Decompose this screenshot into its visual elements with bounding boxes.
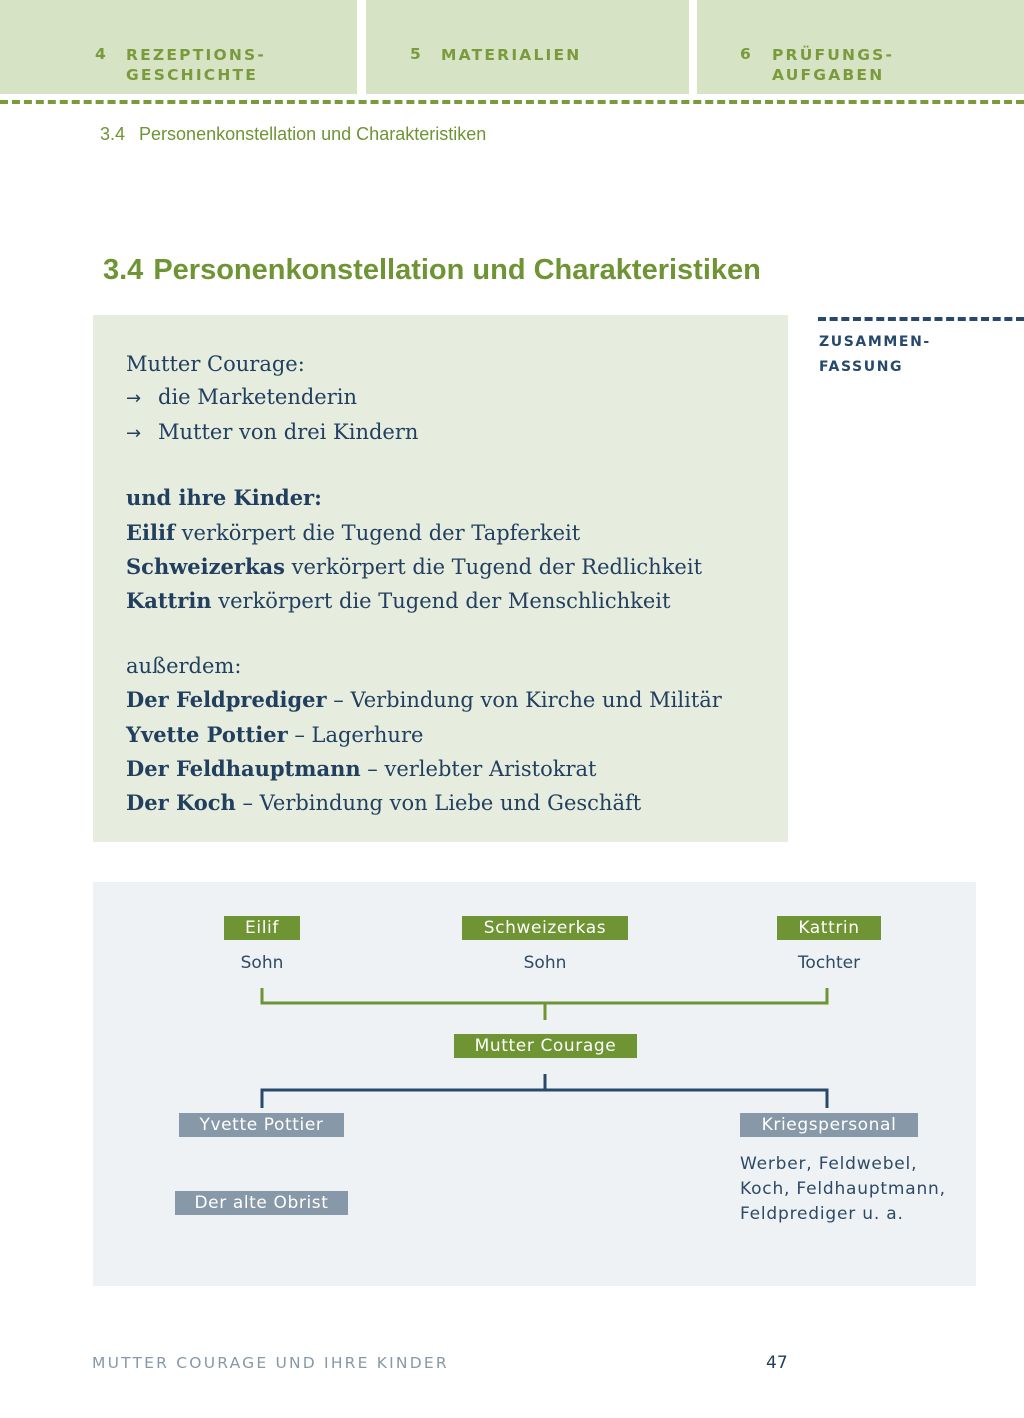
- section-number: 3.4: [103, 254, 144, 286]
- mother-point-text: Mutter von drei Kindern: [158, 419, 419, 444]
- mother-title: Mutter Courage:: [126, 352, 305, 376]
- node-schweizerkas: Schweizerkas: [462, 916, 628, 940]
- mother-point-text: die Marketenderin: [158, 385, 358, 410]
- margin-label: ZUSAMMEN- FASSUNG: [819, 334, 931, 375]
- node-der-alte-obrist: Der alte Obrist: [175, 1191, 348, 1215]
- child-name: Kattrin: [126, 588, 212, 614]
- child-name: Schweizerkas: [126, 554, 285, 580]
- others-title: außerdem:: [126, 653, 242, 678]
- tab-number: 6: [740, 45, 753, 63]
- children-title-text: und ihre Kinder:: [126, 485, 322, 511]
- footer-title: MUTTER COURAGE UND IHRE KINDER: [92, 1354, 449, 1372]
- page-number: 47: [766, 1353, 788, 1373]
- node-mutter-courage: Mutter Courage: [454, 1034, 637, 1058]
- child-text: verkörpert die Tugend der Tapferkeit: [174, 520, 581, 545]
- child-text: verkörpert die Tugend der Redlichkeit: [284, 555, 703, 580]
- children-bracket: [262, 988, 827, 1003]
- node-kattrin: Kattrin: [777, 916, 881, 940]
- tab-number: 5: [410, 45, 423, 63]
- other-text: – Verbindung von Kirche und Militär: [326, 688, 722, 713]
- running-head-title: Personenkonstellation und Charakteristiken: [139, 124, 487, 144]
- node-yvette-pottier: Yvette Pottier: [179, 1113, 344, 1137]
- role-kattrin: Tochter: [797, 953, 861, 973]
- arrow-icon: →: [126, 388, 142, 410]
- others-bracket: [262, 1090, 827, 1108]
- other-name: Der Feldhauptmann: [126, 756, 361, 782]
- arrow-icon: →: [126, 422, 142, 444]
- node-eilif: Eilif: [224, 916, 300, 940]
- child-name: Eilif: [126, 519, 175, 545]
- other-name: Der Koch: [126, 790, 236, 816]
- tab-label: REZEPTIONS- GESCHICHTE: [126, 46, 266, 84]
- other-name: Yvette Pottier: [126, 721, 288, 747]
- tab-number: 4: [95, 45, 108, 63]
- other-text: – Verbindung von Liebe und Geschäft: [235, 791, 642, 816]
- node-kriegspersonal: Kriegspersonal: [740, 1113, 918, 1137]
- tab-label: MATERIALIEN: [441, 46, 582, 64]
- kriegspersonal-members: Werber, Feldwebel, Koch, Feldhauptmann, Feldprediger u. a.: [740, 1154, 946, 1224]
- section-title: Personenkonstellation und Charakteristiken: [153, 254, 761, 286]
- other-text: – Lagerhure: [287, 722, 424, 747]
- tab-label: PRÜFUNGS- AUFGABEN: [772, 46, 895, 84]
- role-schweizerkas: Sohn: [523, 953, 567, 973]
- other-name: Der Feldprediger: [126, 687, 327, 713]
- other-text: – verlebter Aristokrat: [360, 757, 597, 782]
- running-head-number: 3.4: [100, 124, 126, 144]
- role-eilif: Sohn: [240, 953, 284, 973]
- child-text: verkörpert die Tugend der Menschlichkeit: [211, 589, 671, 614]
